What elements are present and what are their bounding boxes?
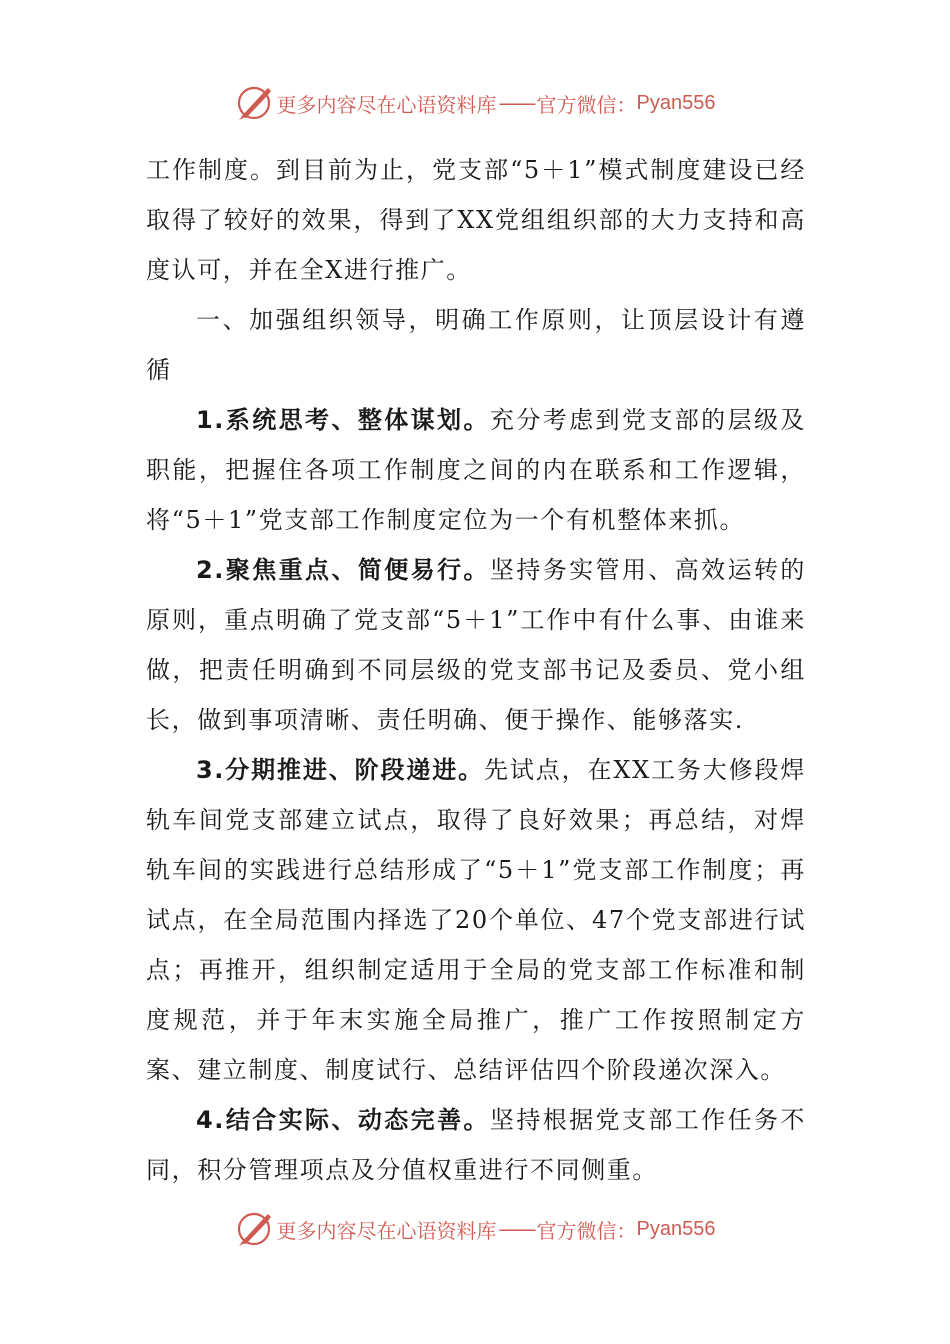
banner-site-text: 更多内容尽在心语资料库 (276, 1218, 497, 1243)
item-heading: 4.结合实际、动态完善。 (196, 1106, 490, 1134)
pen-logo-icon (235, 1210, 273, 1248)
banner-separator: —— (498, 1217, 535, 1241)
paragraph-text: 坚持根据党支部工作任务不同，积分管理项点及分值权重进行不同侧重。 (146, 1106, 806, 1184)
paragraph-item-4 (146, 1095, 806, 1195)
banner-wechat-id: Pyan556 (636, 1217, 716, 1240)
item-heading: 1.系统思考、整体谋划。 (196, 406, 490, 434)
banner-separator: —— (498, 91, 535, 115)
banner-wechat-label: 官方微信： (536, 1218, 637, 1243)
watermark-banner-top (0, 83, 950, 123)
paragraph-text: 先试点，在XX工务大修段焊轨车间党支部建立试点，取得了良好效果；再总结，对焊轨车间的实践进行总结形成了“5＋1”党支部工作制度；再试点，在全局范围内择选了20个单位、47个党支部进行试点；再推开，组织制定适用于全局的党支部工作标准和制度规范，并于年末实施全局推广，推广工作按照制定方案、建立制度、制度试行、总结评估四个阶段递次深入。 (146, 756, 806, 1084)
paragraph-item-2 (146, 545, 806, 745)
banner-wechat-id: Pyan556 (636, 91, 716, 114)
banner-wechat-label: 官方微信： (536, 92, 637, 117)
item-heading: 2.聚焦重点、简便易行。 (196, 556, 490, 584)
banner-site-text: 更多内容尽在心语资料库 (276, 92, 497, 117)
section-heading (146, 295, 806, 395)
paragraph-text: 工作制度。到目前为止，党支部“5＋1”模式制度建设已经取得了较好的效果，得到了XX党组组织部的大力支持和高度认可，并在全X进行推广。 (146, 156, 806, 284)
watermark-banner-bottom (0, 1209, 950, 1249)
paragraph-item-3 (146, 745, 806, 1095)
pen-logo-icon (235, 84, 273, 122)
paragraph-text: 坚持务实管用、高效运转的原则，重点明确了党支部“5＋1”工作中有什么事、由谁来做，把责任明确到不同层级的党支部书记及委员、党小组长，做到事项清晰、责任明确、便于操作、能够落实. (146, 556, 806, 734)
document-body (146, 145, 806, 1195)
item-heading: 3.分期推进、阶段递进。 (196, 756, 485, 784)
paragraph-text: 一、加强组织领导，明确工作原则，让顶层设计有遵循 (146, 306, 806, 384)
paragraph-continuation (146, 145, 806, 295)
paragraph-text: 充分考虑到党支部的层级及职能，把握住各项工作制度之间的内在联系和工作逻辑，将“5＋1”党支部工作制度定位为一个有机整体来抓。 (146, 406, 806, 534)
paragraph-item-1 (146, 395, 806, 545)
